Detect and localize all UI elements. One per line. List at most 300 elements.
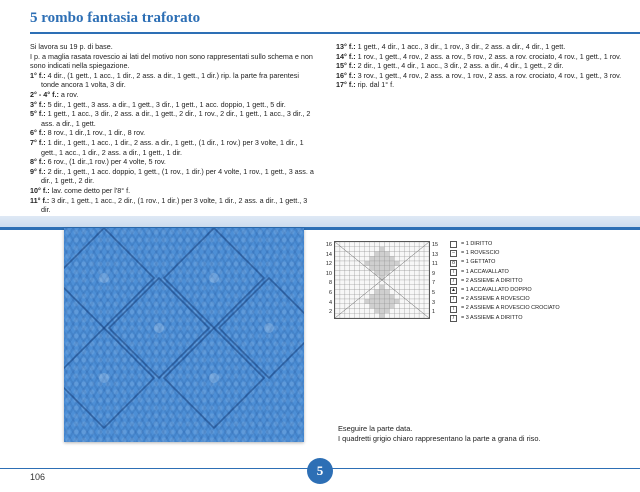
- row-instruction: [30, 157, 315, 167]
- chart-cell: [404, 280, 409, 285]
- row-instruction: [30, 196, 315, 215]
- chart-cell: [355, 309, 360, 314]
- chart-cell: [389, 294, 394, 299]
- legend-item: [450, 304, 560, 313]
- chart-cell: [389, 309, 394, 314]
- chart-cell: [380, 313, 385, 318]
- chart-cell: [389, 271, 394, 276]
- chart-cell: [355, 242, 360, 247]
- chart-cell: [360, 290, 365, 295]
- chart-cell: [350, 285, 355, 290]
- chart-cell: [399, 252, 404, 257]
- chart-cell: [370, 266, 375, 271]
- chart-cell: [355, 266, 360, 271]
- chart-cell: [340, 275, 345, 280]
- row-label: 13° f.:: [336, 42, 356, 51]
- chart-cell: [365, 275, 370, 280]
- chart-cell: [370, 294, 375, 299]
- chart-cell: [365, 304, 370, 309]
- row-instruction: [336, 52, 626, 62]
- chart-cell: [409, 247, 414, 252]
- chart-cell: [365, 256, 370, 261]
- chart-cell: [360, 285, 365, 290]
- chart-cell: [350, 261, 355, 266]
- chart-cell: [360, 242, 365, 247]
- chart-cell: [335, 271, 340, 276]
- row-label: 15° f.:: [336, 61, 356, 71]
- chart-cell: [360, 299, 365, 304]
- chart-cell: [399, 261, 404, 266]
- chart-cell: [409, 271, 414, 276]
- chart-cell: [370, 304, 375, 309]
- chart-cell: [340, 294, 345, 299]
- legend-label: = 1 ACCAVALLATO DOPPIO: [461, 287, 532, 294]
- chart-cell: [350, 275, 355, 280]
- chart-cell: [355, 313, 360, 318]
- chart-cell: [404, 304, 409, 309]
- chart-cell: [414, 256, 419, 261]
- chart-cell: [380, 309, 385, 314]
- chart-cell: [350, 309, 355, 314]
- lace-pattern-overlay: [64, 228, 304, 442]
- legend-symbol-icon: ▲: [451, 287, 456, 294]
- chart-cell: [399, 285, 404, 290]
- chart-cell: [375, 247, 380, 252]
- chart-cell: [350, 313, 355, 318]
- chart-row-number: 11: [432, 261, 438, 268]
- chart-cell: [394, 280, 399, 285]
- chart-row-number: 14: [325, 251, 332, 258]
- chart-cell: [409, 309, 414, 314]
- chart-cell: [375, 294, 380, 299]
- chart-cell: [384, 294, 389, 299]
- chart-row-number: 10: [325, 270, 332, 277]
- row-instruction: [336, 80, 626, 90]
- legend-symbol-icon: /: [450, 315, 457, 322]
- note-line: I quadretti grigio chiaro rappresentano la parte a grana di riso.: [338, 434, 541, 443]
- chart-cell: [380, 290, 385, 295]
- chart-row-number: 2: [328, 309, 332, 316]
- row-text: 1 gett., 4 dir., 1 acc., 3 dir., 1 rov., 3 dir., 2 ass. a dir., 4 dir., 1 gett.: [355, 42, 566, 51]
- chart-cell: [384, 299, 389, 304]
- legend-label: = 1 ROVESCIO: [461, 250, 500, 257]
- legend-item: [450, 277, 560, 286]
- header: [0, 0, 640, 34]
- chart-cell: [340, 280, 345, 285]
- chart-cell: [350, 304, 355, 309]
- row-text: a rov.: [58, 89, 79, 99]
- chart-cell: [380, 261, 385, 266]
- chart-cell: [394, 309, 399, 314]
- chart-cell: [375, 242, 380, 247]
- legend-label: = 1 DIRITTO: [461, 241, 493, 247]
- row-instruction: [30, 71, 315, 90]
- note-line: Eseguire la parte data.: [338, 424, 413, 433]
- legend-label: = 2 ASSIEME A ROVESCIO CROCIATO: [461, 305, 560, 312]
- chart-cell: [370, 252, 375, 257]
- chart-cell: [394, 313, 399, 318]
- chart-cell: [399, 309, 404, 314]
- chart-cell: [355, 280, 360, 285]
- knitted-swatch-photo: [64, 228, 304, 442]
- legend-item: [450, 258, 560, 267]
- chart-cell: [370, 271, 375, 276]
- chart-cell: [350, 280, 355, 285]
- chart-cell: [399, 290, 404, 295]
- row-text: 1 dir., 1 gett., 1 acc., 1 dir., 2 ass. a dir., 1 gett., (1 dir., 1 rov.) per 3 volte, 1 dir., 1 gett., 1 acc., 1 dir., 2 ass. a dir., 1 gett., 1 dir.: [41, 137, 304, 157]
- row-label: 5° f.:: [30, 109, 46, 119]
- chart-cell: [419, 252, 424, 257]
- chart-cell: [375, 261, 380, 266]
- chart-cell: [409, 294, 414, 299]
- chart-cell: [394, 304, 399, 309]
- row-label: 8° f.:: [30, 157, 46, 167]
- chart-cell: [389, 261, 394, 266]
- chart-cell: [335, 285, 340, 290]
- chart-cell: [365, 309, 370, 314]
- row-text: 8 rov., 1 dir.,1 rov., 1 dir., 8 rov.: [45, 128, 146, 138]
- chart-cell: [389, 247, 394, 252]
- chart-cell: [394, 256, 399, 261]
- row-text: 2 dir., 1 gett., 4 dir., 1 acc., 3 dir., 2 ass. a dir., 4 dir., 1 gett., 2 dir.: [355, 61, 564, 71]
- chart-cell: [389, 313, 394, 318]
- chart-cell: [345, 266, 350, 271]
- chart-row-number: 15: [432, 242, 439, 248]
- chart-cell: [419, 304, 424, 309]
- chart-cell: [345, 256, 350, 261]
- chart-cell: [404, 285, 409, 290]
- chart-cell: [409, 299, 414, 304]
- chart-cell: [419, 256, 424, 261]
- chart-grid: [335, 242, 429, 318]
- chart-cell: [350, 299, 355, 304]
- row-label: 17° f.:: [336, 80, 356, 90]
- row-instruction: [30, 128, 315, 138]
- row-instruction: [336, 61, 626, 71]
- row-text: 5 dir., 1 gett., 3 ass. a dir., 1 gett., 3 dir., 1 gett., 1 acc. doppio, 1 gett., 5 dir.: [45, 99, 286, 109]
- chart-cell: [335, 247, 340, 252]
- chart-cell: [409, 252, 414, 257]
- chart-cell: [345, 275, 350, 280]
- chart-even-row-numbers: [322, 241, 332, 318]
- chart-cell: [365, 261, 370, 266]
- chart-cell: [350, 294, 355, 299]
- page-number: 106: [30, 472, 46, 482]
- chart-cell: [360, 252, 365, 257]
- chart-cell: [340, 304, 345, 309]
- chart-cell: [424, 299, 429, 304]
- legend-label: = 2 ASSIEME A DIRITTO: [461, 277, 523, 284]
- chart-row-number: 3: [432, 299, 436, 306]
- row-instruction: [30, 90, 315, 100]
- row-text: 2 dir., 1 gett., 1 acc. doppio, 1 gett., (1 rov., 1 dir.) per 4 volte, 1 rov., 1 gett., 3 ass. a dir., 1 gett., 2 dir.: [41, 166, 314, 186]
- chart-cell: [340, 285, 345, 290]
- row-text: 6 rov., (1 dir.,1 rov.) per 4 volte, 5 rov.: [45, 157, 166, 167]
- chart-cell: [335, 309, 340, 314]
- chart-cell: [380, 294, 385, 299]
- row-label: 10° f.:: [30, 185, 50, 195]
- chart-cell: [380, 280, 385, 285]
- chart-cell: [335, 261, 340, 266]
- instructions-left-column: [30, 42, 315, 224]
- chart-cell: [345, 242, 350, 247]
- chart-cell: [345, 261, 350, 266]
- row-instruction: [336, 71, 626, 81]
- chart-cell: [424, 275, 429, 280]
- chart-cell: [370, 299, 375, 304]
- row-instruction: [30, 109, 315, 128]
- chart-cell: [380, 304, 385, 309]
- legend-item: [450, 240, 560, 249]
- chart-cell: [355, 290, 360, 295]
- chart-cell: [355, 252, 360, 257]
- page-title: 5 rombo fantasia traforato: [30, 10, 201, 26]
- chart-cell: [384, 261, 389, 266]
- chart-cell: [340, 256, 345, 261]
- chart-cell: [360, 280, 365, 285]
- chart-cell: [414, 285, 419, 290]
- chart-cell: [365, 271, 370, 276]
- intro-line: Si lavora su 19 p. di base.: [30, 42, 113, 51]
- row-instructions: [30, 71, 315, 225]
- chart-cell: [355, 271, 360, 276]
- chart-notes: [338, 424, 541, 444]
- chart-cell: [419, 285, 424, 290]
- chart-cell: [394, 261, 399, 266]
- chart-cell: [365, 280, 370, 285]
- chart-cell: [389, 280, 394, 285]
- chart-cell: [414, 280, 419, 285]
- chart-cell: [384, 313, 389, 318]
- legend-symbol-icon: –: [450, 250, 457, 257]
- chart-cell: [419, 299, 424, 304]
- chart-row-number: 13: [432, 251, 439, 258]
- chart-cell: [399, 294, 404, 299]
- chart-cell: [389, 242, 394, 247]
- chart-cell: [360, 313, 365, 318]
- chart-cell: [389, 290, 394, 295]
- chart-cell: [409, 280, 414, 285]
- chart-cell: [365, 299, 370, 304]
- legend-item: [450, 314, 560, 323]
- row-label: 2° - 4° f.:: [30, 89, 59, 99]
- chart-cell: [404, 247, 409, 252]
- chart-cell: [419, 290, 424, 295]
- chart-cell: [365, 313, 370, 318]
- row-instruction: [30, 138, 315, 157]
- chart-cell: [384, 309, 389, 314]
- chart-cell: [419, 275, 424, 280]
- chart-cell: [414, 271, 419, 276]
- chart-cell: [414, 266, 419, 271]
- chart-cell: [399, 271, 404, 276]
- chart-cell: [424, 304, 429, 309]
- chart-cell: [360, 261, 365, 266]
- chart-cell: [419, 242, 424, 247]
- row-label: 9° f.:: [30, 166, 46, 176]
- chart-row-number: 12: [325, 261, 332, 268]
- row-label: 1° f.:: [30, 70, 46, 80]
- chart-cell: [340, 313, 345, 318]
- chart-cell: [335, 252, 340, 257]
- chart-row-number: 6: [328, 289, 332, 296]
- row-instruction: [30, 100, 315, 110]
- chart-cell: [389, 256, 394, 261]
- chart-cell: [370, 275, 375, 280]
- chart-cell: [355, 275, 360, 280]
- row-text: lav. come detto per l'8° f.: [49, 185, 131, 195]
- legend-item: [450, 286, 560, 295]
- chart-cell: [419, 261, 424, 266]
- chart-cell: [389, 266, 394, 271]
- chart-cell: [419, 294, 424, 299]
- chart-cell: [409, 261, 414, 266]
- chart-cell: [419, 313, 424, 318]
- chart-cell: [409, 313, 414, 318]
- chart-cell: [355, 247, 360, 252]
- chart-row-number: 7: [432, 280, 436, 287]
- chart-cell: [375, 313, 380, 318]
- chart-cell: [394, 275, 399, 280]
- chart-cell: [380, 271, 385, 276]
- chart-cell: [375, 309, 380, 314]
- stitch-chart: [334, 241, 430, 319]
- chart-cell: [384, 242, 389, 247]
- chart-cell: [409, 304, 414, 309]
- legend-label: = 2 ASSIEME A ROVESCIO: [461, 296, 530, 303]
- chart-cell: [404, 271, 409, 276]
- chart-row-number: 1: [432, 309, 436, 316]
- chart-cell: [355, 304, 360, 309]
- chart-cell: [404, 313, 409, 318]
- row-text: 1 rov., 1 gett., 4 rov., 2 ass. a rov., 5 rov., 2 ass. a rov. crociato, 4 rov., 1 gett., 1 rov.: [355, 51, 622, 61]
- row-label: 11° f.:: [30, 195, 50, 205]
- row-label: 14° f.:: [336, 51, 356, 61]
- row-instruction: [30, 167, 315, 186]
- chart-cell: [365, 285, 370, 290]
- chart-cell: [345, 285, 350, 290]
- chart-cell: [375, 266, 380, 271]
- row-instruction: [30, 186, 315, 196]
- row-instruction: [336, 42, 626, 52]
- chart-cell: [375, 299, 380, 304]
- chart-cell: [340, 290, 345, 295]
- chart-cell: [399, 247, 404, 252]
- legend-item: [450, 295, 560, 304]
- chart-cell: [370, 313, 375, 318]
- chapter-badge: 5: [307, 458, 333, 484]
- chart-cell: [365, 252, 370, 257]
- chart-cell: [370, 247, 375, 252]
- chart-cell: [335, 290, 340, 295]
- chart-cell: [394, 242, 399, 247]
- legend-label: = 1 ACCAVALLATO: [461, 268, 509, 275]
- row-instructions: [336, 42, 626, 90]
- chart-cell: [394, 252, 399, 257]
- chart-cell: [409, 242, 414, 247]
- chart-cell: [365, 294, 370, 299]
- chart-cell: [375, 304, 380, 309]
- chart-cell: [335, 294, 340, 299]
- chart-cell: [375, 256, 380, 261]
- chart-cell: [419, 280, 424, 285]
- chart-cell: [345, 290, 350, 295]
- chart-cell: [340, 266, 345, 271]
- chart-cell: [414, 275, 419, 280]
- chart-cell: [399, 266, 404, 271]
- chart-cell: [345, 313, 350, 318]
- chart-cell: [409, 266, 414, 271]
- chart-cell: [360, 309, 365, 314]
- legend-item: [450, 268, 560, 277]
- chart-cell: [389, 299, 394, 304]
- row-text: 4 dir., (1 gett., 1 acc., 1 dir., 2 ass. a dir., 1 gett., 1 dir.) rip. la parte fra parentesi tonde ancora 1 volta, 3 dir.: [41, 70, 299, 90]
- chart-cell: [414, 242, 419, 247]
- chart-cell: [370, 256, 375, 261]
- chart-cell: [424, 309, 429, 314]
- chart-cell: [365, 247, 370, 252]
- chart-cell: [340, 242, 345, 247]
- chart-cell: [335, 299, 340, 304]
- chart-cell: [350, 252, 355, 257]
- chart-cell: [389, 275, 394, 280]
- chart-cell: [399, 299, 404, 304]
- chart-cell: [345, 280, 350, 285]
- chart-cell: [389, 304, 394, 309]
- chart-row-number: 5: [432, 289, 436, 296]
- chart-cell: [345, 294, 350, 299]
- chart-cell: [370, 290, 375, 295]
- chart-cell: [394, 247, 399, 252]
- chart-cell: [345, 271, 350, 276]
- chart-cell: [384, 266, 389, 271]
- chart-cell: [424, 256, 429, 261]
- chart-cell: [360, 294, 365, 299]
- chart-cell: [409, 275, 414, 280]
- chart-row-number: 4: [328, 299, 332, 306]
- chart-cell: [375, 252, 380, 257]
- chart-cell: [360, 275, 365, 280]
- chart-cell: [404, 266, 409, 271]
- chart-cell: [375, 290, 380, 295]
- chart-cell: [399, 242, 404, 247]
- chart-row-number: 9: [432, 270, 436, 277]
- chart-cell: [380, 266, 385, 271]
- chart-cell: [419, 271, 424, 276]
- chart-row-number: 16: [325, 242, 332, 248]
- chart-cell: [360, 247, 365, 252]
- chart-cell: [404, 275, 409, 280]
- chart-cell: [424, 290, 429, 295]
- chart-cell: [350, 242, 355, 247]
- row-text: 3 rov., 1 gett., 4 rov., 2 ass. a rov., 1 rov., 2 ass. a rov. crociato, 4 rov., 1 gett., 3 rov.: [355, 70, 622, 80]
- chart-cell: [394, 299, 399, 304]
- chart-cell: [404, 290, 409, 295]
- chart-cell: [404, 242, 409, 247]
- chart-cell: [389, 252, 394, 257]
- chart-cell: [424, 266, 429, 271]
- chart-cell: [414, 313, 419, 318]
- chart-cell: [335, 280, 340, 285]
- chart-cell: [399, 313, 404, 318]
- chart-cell: [380, 275, 385, 280]
- chart-row-number: 8: [328, 280, 332, 287]
- instructions-right-column: [336, 42, 626, 90]
- legend-symbol-icon: /: [450, 296, 457, 303]
- chart-cell: [404, 309, 409, 314]
- chart-cell: [380, 242, 385, 247]
- chart-cell: [350, 266, 355, 271]
